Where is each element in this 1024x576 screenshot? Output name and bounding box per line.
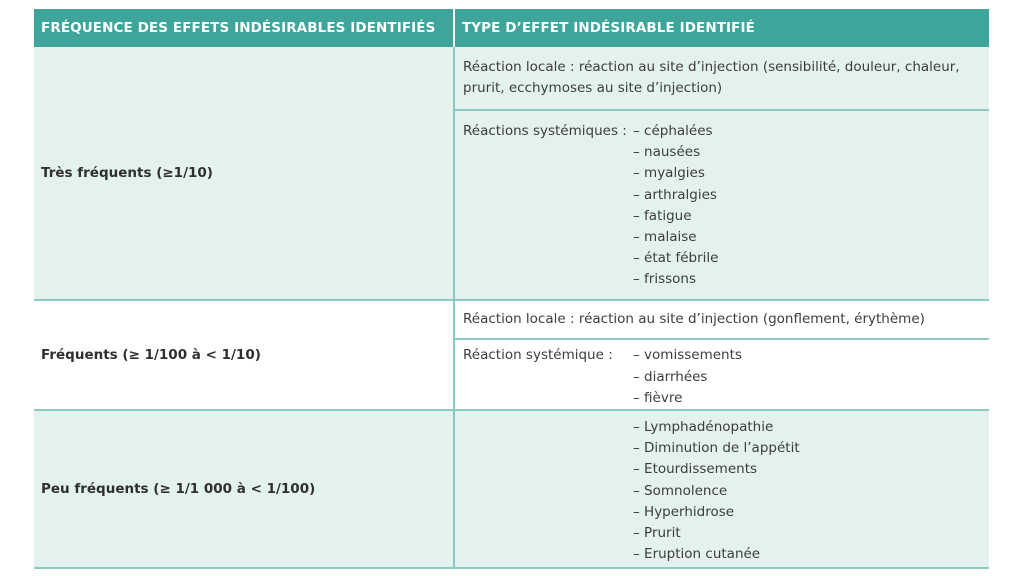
list-item: – Eruption cutanée [633, 546, 761, 563]
list-item: – myalgies [633, 165, 705, 182]
list-item: – Prurit [633, 524, 681, 541]
list-item: – nausées [633, 144, 701, 161]
systemic-label: Réactions systémiques : [463, 123, 627, 139]
table-header [34, 9, 989, 47]
frequency-cell: Fréquents (≥ 1/100 à < 1/10) [34, 301, 455, 409]
table-row-very-frequent [34, 47, 989, 301]
list-item: – Hyperhidrose [633, 503, 735, 520]
local-reaction-line: Réaction locale : réaction au site d’injection (sensibilité, douleur, chaleur, [463, 59, 960, 75]
list-item: – vomissements [633, 347, 742, 364]
list-item: – malaise [633, 228, 697, 245]
list-item: – fièvre [633, 389, 683, 406]
list-item: – frissons [633, 271, 697, 288]
list-item: – Diminution de l’appétit [633, 440, 800, 457]
local-reaction-line: prurit, ecchymoses au site d’injection) [463, 80, 723, 97]
frequency-cell: Très fréquents (≥1/10) [34, 47, 455, 299]
header-effect-type: TYPE D’EFFET INDÉSIRABLE IDENTIFIÉ [462, 20, 755, 36]
list-item: – fatigue [633, 207, 692, 224]
list-item: – céphalées [633, 123, 713, 139]
adverse-effects-table [34, 9, 989, 569]
list-item: – état fébrile [633, 250, 719, 267]
list-item: – arthralgies [633, 186, 717, 203]
header-frequency: FRÉQUENCE DES EFFETS INDÉSIRABLES IDENTIFIÉS [34, 9, 455, 47]
systemic-label: Réaction systémique : [463, 347, 613, 364]
table-row-uncommon [34, 411, 989, 569]
list-item: – Etourdissements [633, 461, 758, 478]
table-row-frequent [34, 301, 989, 411]
list-item: – Somnolence [633, 482, 728, 499]
uncommon-effects-cell [455, 411, 989, 565]
systemic-reaction-cell [455, 338, 989, 409]
local-reaction-cell [455, 47, 989, 109]
frequency-cell: Peu fréquents (≥ 1/1 000 à < 1/100) [34, 411, 455, 567]
local-reaction-line: Réaction locale : réaction au site d’injection (gonflement, érythème) [463, 311, 925, 327]
list-item: – diarrhées [633, 368, 708, 385]
systemic-reaction-cell [455, 109, 989, 291]
list-item: – Lymphadénopathie [633, 419, 774, 435]
local-reaction-cell [455, 301, 989, 338]
